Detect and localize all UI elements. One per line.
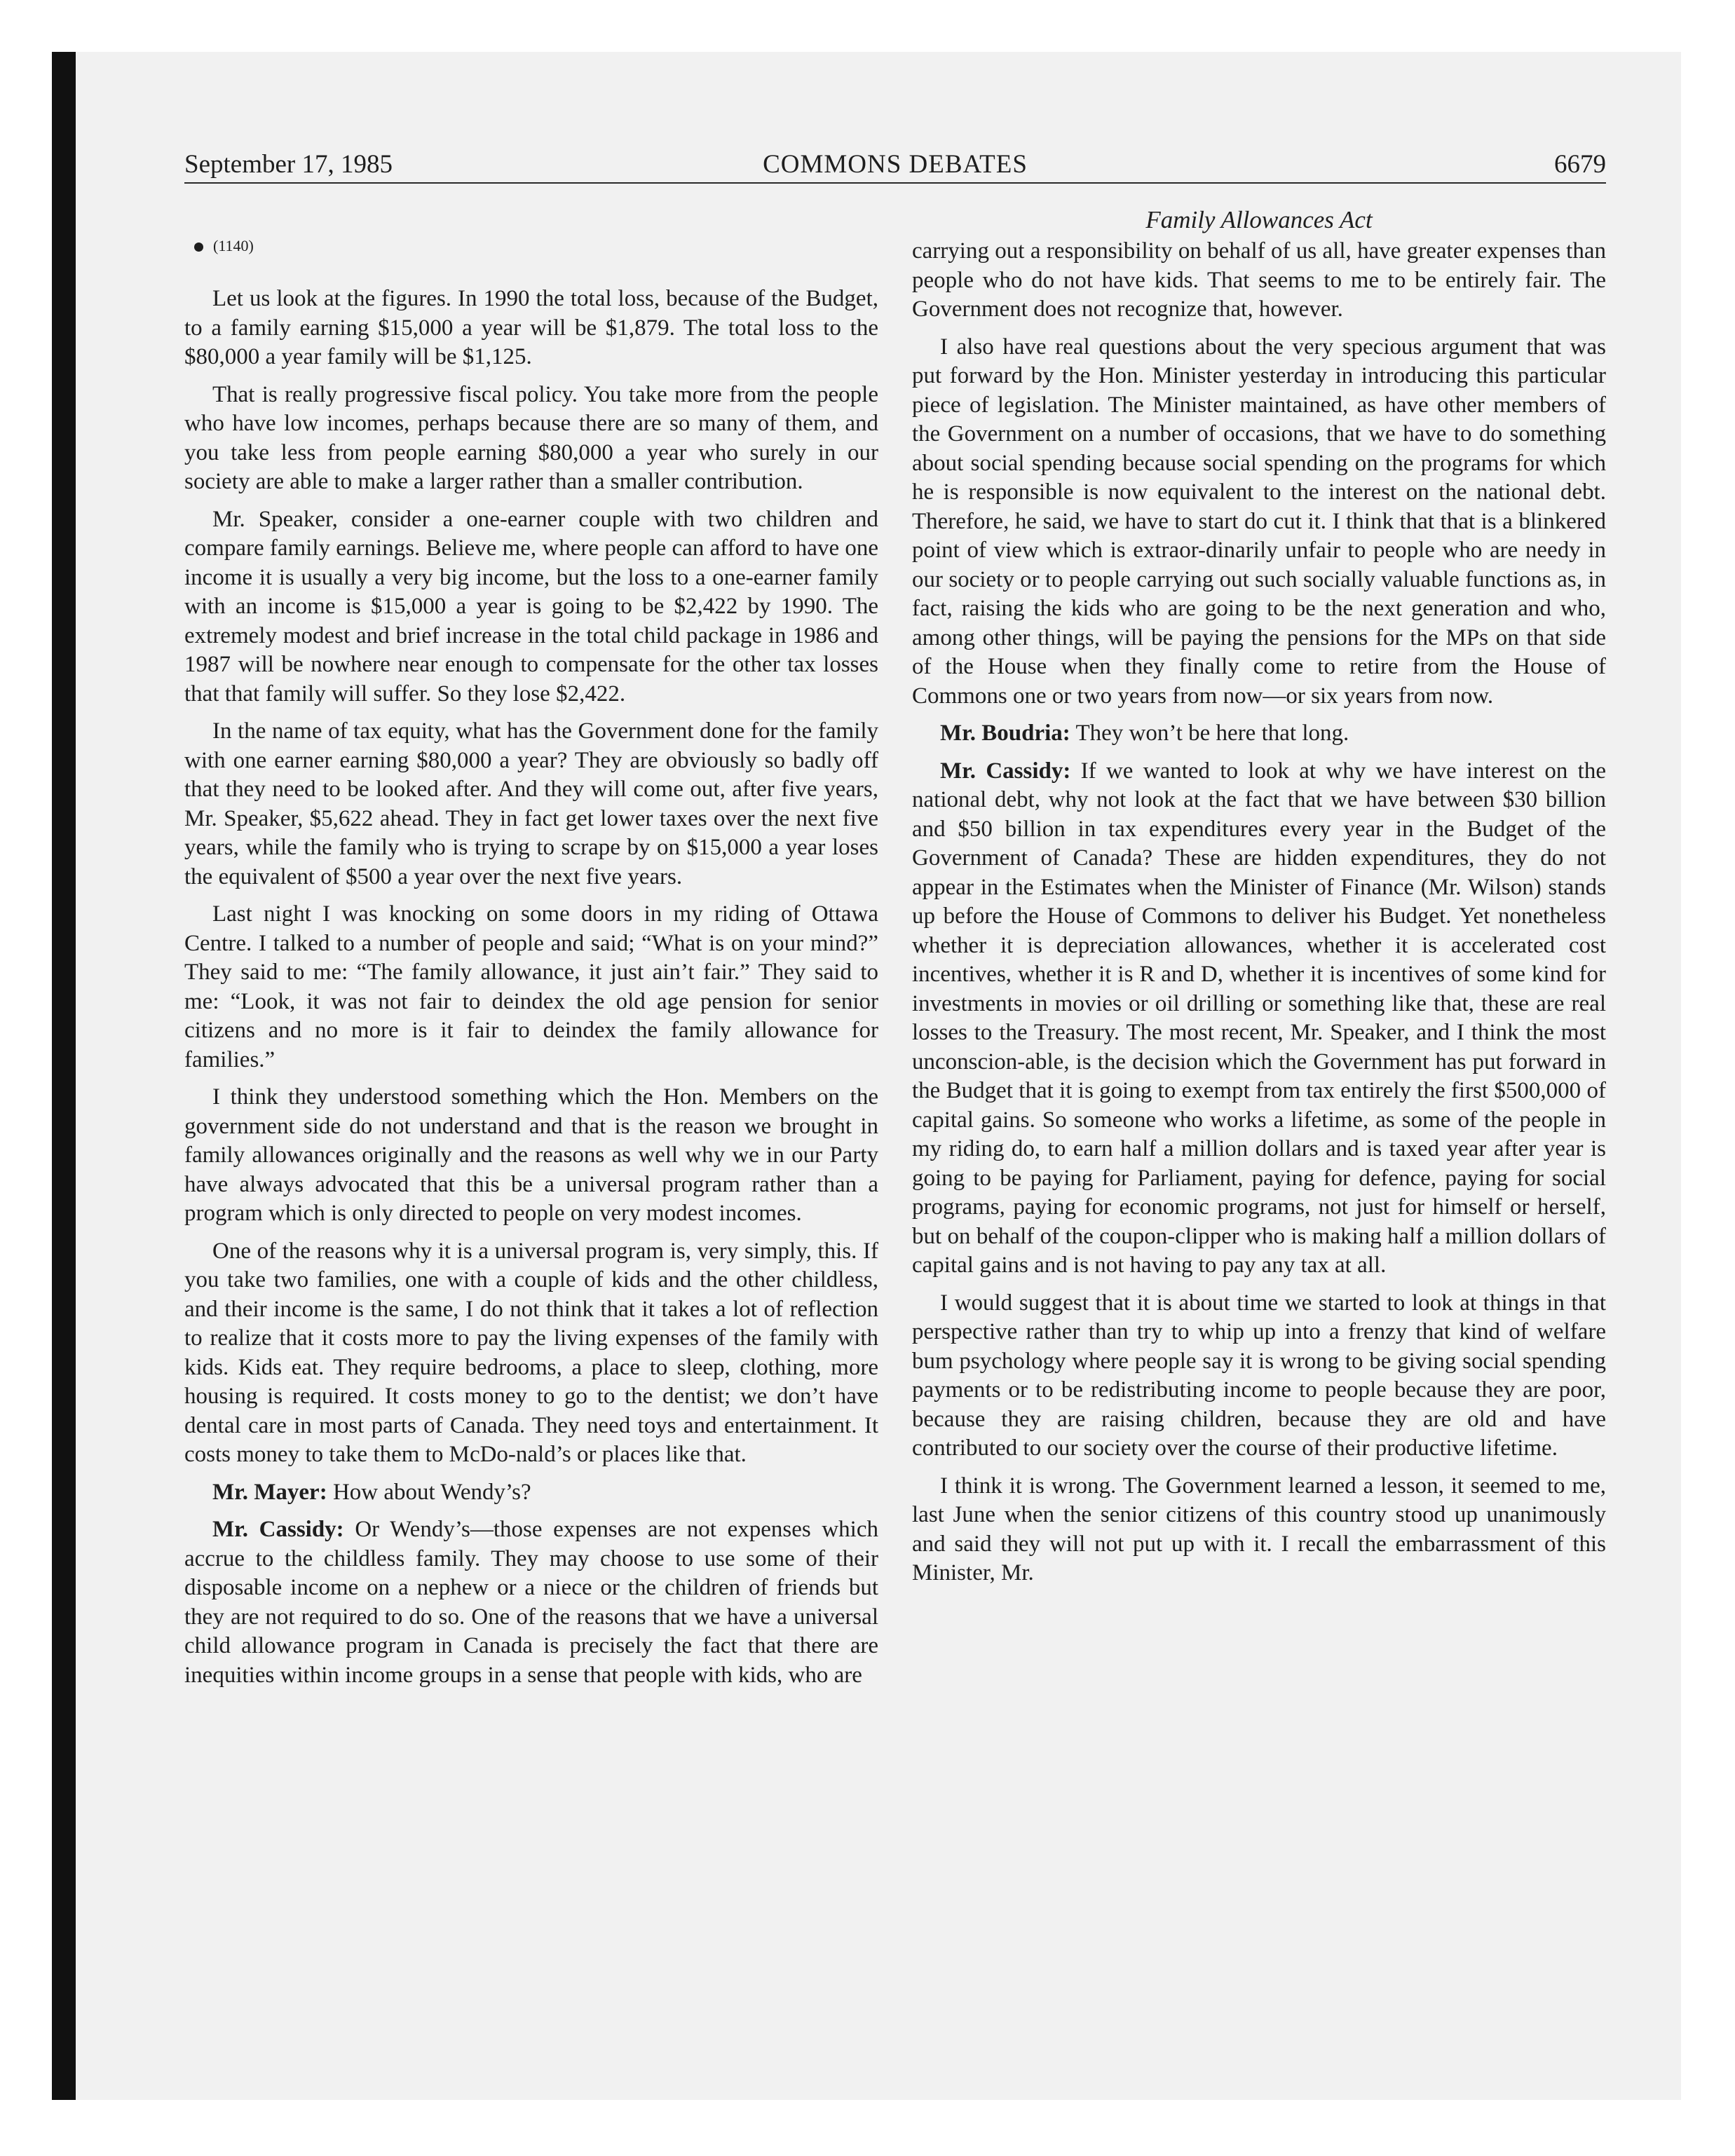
speech-paragraph <box>184 1515 878 1690</box>
paragraph: I also have real questions about the very specious argument that was put forward by the Hon. Minister yesterday in introducing this particular piece of legislation. The Minister maintained, as have other members of the Government on a number of occasions, that we have to do something about social spending because social spending on the programs for which he is responsible is now equivalent to the interest on the national debt. Therefore, he said, we have to start do cut it. I think that that is a blinkered point of view which is extraor-dinarily unfair to people who are needy in our society or to people carrying out such socially valuable functions as, in fact, raising the kids who are going to be the next generation and who, among other things, will be paying the pensions for the MPs on that side of the House when they finally come to retire from the House of Commons one or two years from now—or six years from now. <box>912 334 1606 709</box>
header-date: September 17, 1985 <box>184 150 393 179</box>
page-header <box>184 147 1606 184</box>
scan-binding-edge <box>52 52 76 2100</box>
speech-paragraph <box>912 719 1606 749</box>
speech-text: How about Wendy’s? <box>327 1479 531 1505</box>
left-column <box>184 236 878 1698</box>
paragraph: Let us look at the figures. In 1990 the total loss, because of the Budget, to a family earning $15,000 a year will be $1,879. The total loss to the $80,000 a year family will be $1,125. <box>184 286 878 369</box>
speaker-name: Mr. Boudria: <box>940 721 1070 746</box>
paragraph: I would suggest that it is about time we started to look at things in that perspective rather than try to whip up into a frenzy that kind of welfare bum psychology where people say it is wrong to be giving social spending payments or to be redistributing income to people because they are poor, because they are raising children, because they are old and have contributed to our society over the course of their productive lifetime. <box>912 1290 1606 1461</box>
speech-text: They won’t be here that long. <box>1070 721 1349 746</box>
paragraph: I think they understood something which the Hon. Members on the government side do not understand and that is the reason we brought in family allowances originally and the reasons as well why we in our Party have always advocated that this be a universal program rather than a program which is only directed to people on very modest incomes. <box>184 1084 878 1226</box>
right-column <box>912 203 1606 1597</box>
running-title: Family Allowances Act <box>1145 206 1373 233</box>
speaker-name: Mr. Mayer: <box>212 1479 327 1505</box>
speech-text: Or Wendy’s—those expenses are not expenses which accrue to the childless family. They may choose to use some of their disposable income on a nephew or a niece or the children of friends but they are not required to do so. One of the reasons that we have a universal child allowance program in Canada is precisely the fact that there are inequities within income groups in a sense that people with kids, who are <box>184 1517 878 1688</box>
speaker-name: Mr. Cassidy: <box>940 758 1071 784</box>
header-journal-title: COMMONS DEBATES <box>763 150 1028 179</box>
paragraph: Last night I was knocking on some doors in my riding of Ottawa Centre. I talked to a number of people and said; “What is on your mind?” They said to me: “The family allowance, it just ain’t fair.” They said to me: “Look, it was not fair to deindex the old age pension for senior citizens and no more is it fair to deindex the family allowance for families.” <box>184 901 878 1072</box>
speech-paragraph <box>184 1478 878 1508</box>
paragraph: I think it is wrong. The Government learned a lesson, it seemed to me, last June when the senior citizens of this country stood up unanimously and said they will not put up with it. I recall the embarrassment of this Minister, Mr. <box>912 1473 1606 1585</box>
time-marker <box>194 236 878 257</box>
header-page-number: 6679 <box>1554 150 1606 179</box>
paragraph: That is really progressive fiscal policy. You take more from the people who have low incomes, perhaps because there are so many of them, and you take less from people earning $80,000 a year who surely in our society are able to make a larger rather than a smaller contribution. <box>184 381 878 494</box>
paragraph: Mr. Speaker, consider a one-earner couple with two children and compare family earnings. Believe me, where people can afford to have one income it is usually a very big income, but the loss to a one-earner family with an income is $15,000 a year is going to be $2,422 by 1990. The extremely modest and brief increase in the total child package in 1986 and 1987 will be nowhere near enough to compensate for the other tax losses that that family will suffer. So they lose $2,422. <box>184 506 878 707</box>
speaker-name: Mr. Cassidy: <box>212 1517 344 1542</box>
speech-text: If we wanted to look at why we have interest on the national debt, why not look at the fact that we have between $30 billion and $50 billion in tax expenditures every year in the Budget of the Government of Canada? These are hidden expenditures, they do not appear in the Estimates when the Minister of Finance (Mr. Wilson) stands up before the House of Commons to deliver his Budget. Yet nonetheless whether it is depreciation allowances, whether it is accelerated cost incentives, whether it is R and D, whether it is incentives of some kind for investments in movies or oil drilling or something like that, these are real losses to the Treasury. The most recent, Mr. Speaker, and I think the most unconscion-able, is the decision which the Government has put forward in the Budget that it is going to exempt from tax entirely the first $500,000 of capital gains. So someone who works a lifetime, as some of the people in my riding do, to earn half a million dollars and is taxed year after year is going to be paying for Parliament, paying for defence, paying for social programs, paying for economic programs, not just for himself or herself, but on behalf of the coupon-clipper who is making half a million dollars of capital gains and is not having to pay any tax at all. <box>912 758 1606 1278</box>
bullet-dot-icon <box>194 243 203 252</box>
time-marker-label: (1140) <box>213 237 254 254</box>
paragraph: carrying out a responsibility on behalf of us all, have greater expenses than people who do not have kids. That seems to me to be entirely fair. The Government does not recognize that, however. <box>912 238 1606 322</box>
speech-paragraph <box>912 757 1606 1281</box>
paragraph: One of the reasons why it is a universal program is, very simply, this. If you take two families, one with a couple of kids and the other childless, and their income is the same, I do not think that it takes a lot of reflection to realize that it costs more to pay the living expenses of the family with kids. Kids eat. They require bedrooms, a place to sleep, clothing, more housing is required. It costs money to go to the dentist; we don’t have dental care in most parts of Canada. They need toys and entertainment. It costs money to take them to McDo-nald’s or places like that. <box>184 1238 878 1467</box>
paragraph: In the name of tax equity, what has the Government done for the family with one earner earning $80,000 a year? They are obviously so badly off that they need to be looked after. And they will come out, after five years, Mr. Speaker, $5,622 ahead. They in fact get lower taxes over the next five years, while the family who is trying to scrape by on $15,000 a year loses the equivalent of $500 a year over the next five years. <box>184 718 878 889</box>
